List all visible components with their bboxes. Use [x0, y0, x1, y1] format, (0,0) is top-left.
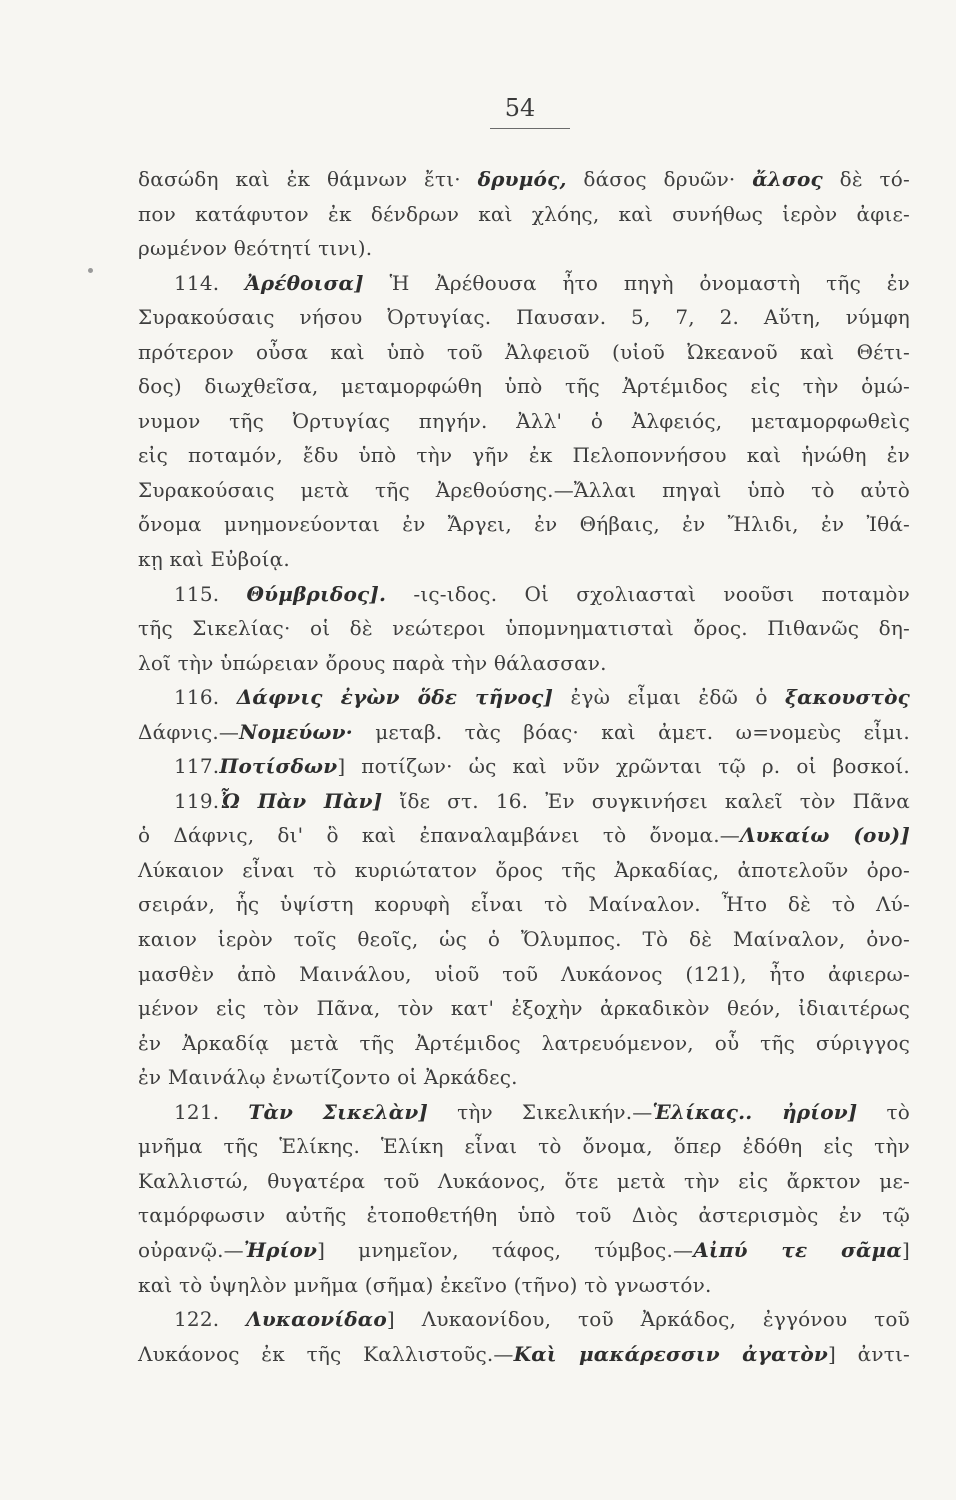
text-run: 122.	[174, 1307, 247, 1332]
text-run: πον κατάφυτον ἐκ δένδρων καὶ χλόης, καὶ συνήθως ἱερὸν ἀφιε-	[138, 201, 910, 226]
text-run: ἐγὼ εἶμαι ἐδῶ ὁ	[553, 685, 786, 710]
text-line	[138, 438, 910, 473]
text-run: ] μνημεῖον, τάφος, τύμβος.—	[317, 1237, 694, 1262]
text-line	[138, 266, 910, 301]
text-run: πρότερον οὖσα καὶ ὑπὸ τοῦ Ἀλφειοῦ (υἱοῦ Ὠκεανοῦ καὶ Θέτι-	[138, 339, 910, 364]
text-run: ] Λυκαονίδου, τοῦ Ἀρκάδος, ἐγγόνου τοῦ	[386, 1307, 910, 1332]
text-line	[138, 922, 910, 957]
text-run: ] ἀντι-	[828, 1341, 911, 1366]
text-run: δάσος δρυῶν·	[566, 167, 753, 191]
text-run: τῆς Σικελίας· οἱ δὲ νεώτεροι ὑπομνηματισταὶ ὄρος. Πιθανῶς δη-	[138, 616, 910, 641]
lemma-keyword: Θύμβριδος].	[246, 581, 387, 606]
text-line	[138, 542, 910, 577]
lemma-keyword: Τὰν Σικελὰν]	[248, 1099, 429, 1124]
text-line	[138, 231, 910, 266]
text-run: ἐν Μαινάλῳ ἐνωτίζοντο οἱ Ἀρκάδες.	[138, 1065, 518, 1090]
lemma-keyword: Ἀρέθοισα]	[245, 270, 364, 295]
text-line	[138, 611, 910, 646]
text-line	[138, 1095, 910, 1130]
text-line	[138, 197, 910, 232]
text-run: λοῖ τὴν ὑπώρειαν ὄρους παρὰ τὴν θάλασσαν.	[138, 650, 607, 675]
text-run: δασώδη καὶ ἐκ θάμνων ἔτι·	[138, 167, 478, 191]
lemma-keyword: Ὦ Πὰν Πὰν]	[219, 788, 383, 813]
text-run: καὶ τὸ ὑψηλὸν μνῆμα (σῆμα) ἐκεῖνο (τῆνο) τὸ γνωστόν.	[138, 1272, 712, 1297]
text-run: μεταβ. τὰς βόας· καὶ ἀμετ. ω=νομεὺς εἶμι.	[352, 719, 910, 744]
text-line	[138, 1164, 910, 1199]
lemma-keyword: Αἰπύ τε σᾶμα	[693, 1237, 902, 1262]
text-run: δὲ τό-	[822, 167, 910, 191]
text-line	[138, 957, 910, 992]
lemma-keyword: ἄλσος	[752, 167, 823, 191]
text-run: τὴν Σικελικήν.—	[428, 1099, 653, 1124]
text-run: ἴδε στ. 16. Ἐν συγκινήσει καλεῖ τὸν Πᾶνα	[382, 788, 911, 813]
lemma-keyword: Καὶ μακάρεσσιν ἀγατὸν	[513, 1341, 829, 1366]
text-line	[138, 335, 910, 370]
text-run: Δάφνις.—	[138, 719, 240, 744]
text-run: ]	[901, 1237, 910, 1262]
text-run: Συρακούσαις νήσου Ὀρτυγίας. Παυσαν. 5, 7, 2. Αὕτη, νύμφη	[138, 305, 910, 330]
text-run: μασθὲν ἀπὸ Μαινάλου, υἱοῦ τοῦ Λυκάονος (121), ἦτο ἀφιερω-	[138, 961, 910, 986]
text-line	[138, 853, 910, 888]
text-line	[138, 784, 910, 819]
text-line	[138, 162, 910, 197]
text-line	[138, 1129, 910, 1164]
margin-mark	[88, 268, 93, 273]
text-run: ταμόρφωσιν αὐτῆς ἐτοποθετήθη ὑπὸ τοῦ Διὸς ἀστερισμὸς ἐν τῷ	[138, 1203, 910, 1228]
text-run: Ἡ Ἀρέθουσα ἦτο πηγὴ ὀνομαστὴ τῆς ἐν	[363, 270, 910, 295]
text-run: Λυκάονος ἐκ τῆς Καλλιστοῦς.—	[138, 1341, 514, 1366]
text-line	[138, 680, 910, 715]
text-line	[138, 1268, 910, 1303]
lemma-keyword: Ποτίσδων	[219, 754, 338, 779]
text-run: ἐν Ἀρκαδίᾳ μετὰ τῆς Ἀρτέμιδος λατρευόμενον, οὗ τῆς σύριγγος	[138, 1030, 910, 1055]
text-run: μένον εἰς τὸν Πᾶνα, τὸν κατ' ἐξοχὴν ἀρκαδικὸν θεόν, ἰδιαιτέρως	[138, 996, 910, 1021]
text-run: -ις-ιδος. Οἱ σχολιασταὶ νοοῦσι ποταμὸν	[386, 581, 910, 606]
text-run: 116.	[174, 685, 237, 710]
text-line	[138, 1233, 910, 1268]
text-line	[138, 1026, 910, 1061]
text-run: μνῆμα τῆς Ἑλίκης. Ἑλίκη εἶναι τὸ ὄνομα, ὅπερ ἐδόθη εἰς τὴν	[138, 1134, 910, 1159]
text-line	[138, 818, 910, 853]
text-line	[138, 473, 910, 508]
text-run: ρωμένον θεότητί τινι).	[138, 236, 373, 261]
text-line	[138, 404, 910, 439]
text-run: ὄνομα μνημονεύονται ἐν Ἄργει, ἐν Θήβαις, ἐν Ἤλιδι, ἐν Ἰθά-	[138, 512, 910, 537]
text-line	[138, 1198, 910, 1233]
lemma-keyword: δρυμός,	[477, 167, 567, 191]
text-line	[138, 1302, 910, 1337]
text-run: σειράν, ἧς ὑψίστη κορυφὴ εἶναι τὸ Μαίναλον. Ἦτο δὲ τὸ Λύ-	[138, 892, 910, 917]
text-line	[138, 715, 910, 750]
text-line	[138, 507, 910, 542]
text-run: 119.	[174, 788, 220, 813]
text-line	[138, 991, 910, 1026]
lemma-keyword: Ἠρίον	[243, 1237, 318, 1262]
text-line	[138, 300, 910, 335]
text-run: 121.	[174, 1099, 249, 1124]
text-run: καιον ἱερὸν τοῖς θεοῖς, ὡς ὁ Ὄλυμπος. Τὸ δὲ Μαίναλον, ὀνο-	[138, 927, 910, 952]
lemma-keyword: Δάφνις ἐγὼν ὅδε τῆνος]	[236, 685, 554, 710]
lemma-keyword: Νομεύων·	[239, 719, 353, 744]
lemma-keyword: Ἑλίκας.. ἠρίον]	[652, 1099, 858, 1124]
text-line	[138, 577, 910, 612]
lemma-keyword: ξακουστὸς	[785, 685, 911, 710]
text-run: Καλλιστώ, θυγατέρα τοῦ Λυκάονος, ὅτε μετὰ τὴν εἰς ἄρκτον με-	[138, 1168, 910, 1193]
text-run: νυμον τῆς Ὀρτυγίας πηγήν. Ἀλλ' ὁ Ἀλφειός, μεταμορφωθεὶς	[138, 408, 910, 433]
text-line	[138, 1060, 910, 1095]
text-run: Συρακούσαις μετὰ τῆς Ἀρεθούσης.—Ἄλλαι πηγαὶ ὑπὸ τὸ αὐτὸ	[138, 477, 910, 502]
text-line	[138, 646, 910, 681]
text-line	[138, 749, 910, 784]
text-run: δος) διωχθεῖσα, μεταμορφώθη ὑπὸ τῆς Ἀρτέμιδος εἰς τὴν ὁμώ-	[138, 374, 910, 399]
lemma-keyword: Λυκαίω (ου)]	[739, 823, 910, 848]
text-line	[138, 1337, 910, 1372]
text-run: ] ποτίζων· ὡς καὶ νῦν χρῶνται τῷ ρ. οἱ βοσκοί.	[337, 754, 910, 779]
text-run: κῃ καὶ Εὐβοίᾳ.	[138, 547, 290, 572]
text-run: ὁ Δάφνις, δι' ὃ καὶ ἐπαναλαμβάνει τὸ ὄνομα.—	[138, 823, 740, 848]
text-run: εἰς ποταμόν, ἔδυ ὑπὸ τὴν γῆν ἐκ Πελοποννήσου καὶ ἡνώθη ἐν	[138, 443, 910, 468]
text-run: τὸ	[857, 1099, 911, 1124]
page-number: 54	[504, 94, 536, 122]
text-line	[138, 369, 910, 404]
text-run: 117.	[174, 754, 220, 779]
text-run: οὐρανῷ.—	[138, 1237, 244, 1262]
lemma-keyword: Λυκαονίδαο	[246, 1307, 387, 1332]
commentary-text	[138, 162, 910, 1371]
text-run: 114.	[174, 270, 246, 295]
text-line	[138, 887, 910, 922]
page-number-rule	[490, 128, 570, 129]
text-run: 115.	[174, 581, 247, 606]
text-run: Λύκαιον εἶναι τὸ κυριώτατον ὄρος τῆς Ἀρκαδίας, ἀποτελοῦν ὀρο-	[138, 857, 910, 882]
